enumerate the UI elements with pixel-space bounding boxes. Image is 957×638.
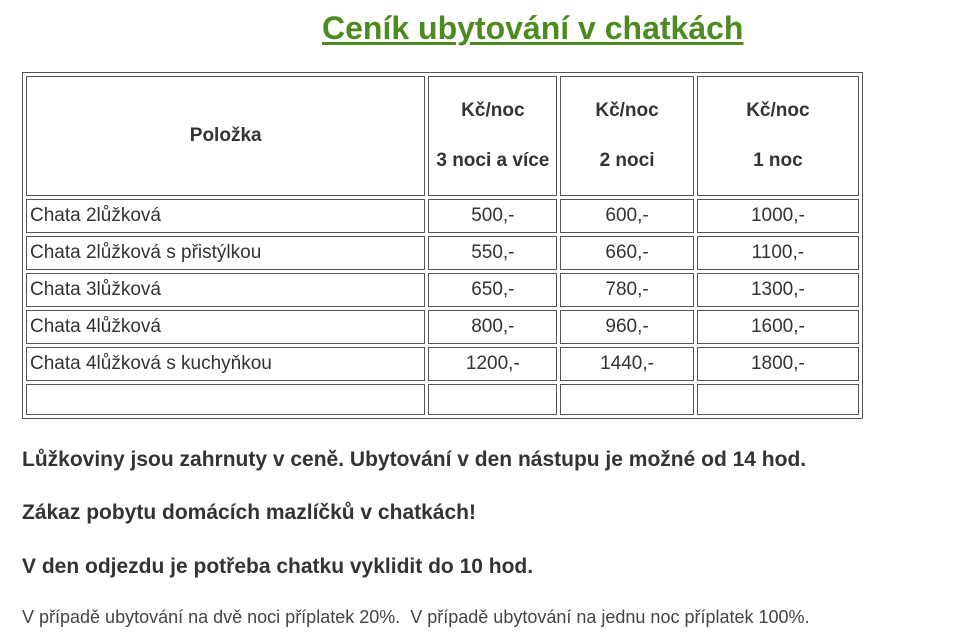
row-name: Chata 4lůžková bbox=[26, 310, 425, 344]
empty-cell bbox=[697, 384, 859, 415]
empty-cell bbox=[428, 384, 557, 415]
header-3-nights-label: 3 noci a více bbox=[436, 150, 550, 171]
price-3-nights: 1200,- bbox=[428, 347, 557, 381]
price-table bbox=[22, 72, 863, 419]
price-3-nights: 800,- bbox=[428, 310, 557, 344]
header-1-night-unit: Kč/noc bbox=[746, 100, 810, 121]
price-1-night: 1600,- bbox=[697, 310, 859, 344]
price-2-nights: 660,- bbox=[560, 236, 693, 270]
table-header-row bbox=[26, 76, 859, 196]
header-3-nights bbox=[428, 76, 557, 196]
price-1-night: 1000,- bbox=[697, 199, 859, 233]
price-3-nights: 650,- bbox=[428, 273, 557, 307]
note-surcharge: V případě ubytování na dvě noci příplatek 20%. V případě ubytování na jednu noc příplatek 100%. bbox=[22, 607, 810, 627]
row-name: Chata 2lůžková bbox=[26, 199, 425, 233]
price-3-nights: 500,- bbox=[428, 199, 557, 233]
header-1-night bbox=[697, 76, 859, 196]
price-2-nights: 1440,- bbox=[560, 347, 693, 381]
price-1-night: 1300,- bbox=[697, 273, 859, 307]
empty-cell bbox=[560, 384, 693, 415]
header-1-night-label: 1 noc bbox=[753, 150, 803, 171]
header-item bbox=[26, 76, 425, 196]
price-2-nights: 960,- bbox=[560, 310, 693, 344]
row-name: Chata 4lůžková s kuchyňkou bbox=[26, 347, 425, 381]
note-pets: Zákaz pobytu domácích mazlíčků v chatkách! bbox=[22, 501, 476, 524]
table-row bbox=[26, 236, 859, 270]
row-name: Chata 3lůžková bbox=[26, 273, 425, 307]
header-item-label: Položka bbox=[189, 125, 262, 146]
header-3-nights-unit: Kč/noc bbox=[461, 100, 525, 121]
note-bedding: Lůžkoviny jsou zahrnuty v ceně. Ubytování v den nástupu je možné od 14 hod. bbox=[22, 448, 807, 471]
price-1-night: 1100,- bbox=[697, 236, 859, 270]
header-2-nights bbox=[560, 76, 693, 196]
price-1-night: 1800,- bbox=[697, 347, 859, 381]
table-row bbox=[26, 347, 859, 381]
price-2-nights: 600,- bbox=[560, 199, 693, 233]
price-2-nights: 780,- bbox=[560, 273, 693, 307]
table-row bbox=[26, 199, 859, 233]
empty-cell bbox=[26, 384, 425, 415]
price-3-nights: 550,- bbox=[428, 236, 557, 270]
table-row-empty bbox=[26, 384, 859, 415]
table-row bbox=[26, 310, 859, 344]
header-2-nights-label: 2 noci bbox=[599, 150, 655, 171]
page-title: Ceník ubytování v chatkách bbox=[322, 10, 744, 46]
header-2-nights-unit: Kč/noc bbox=[595, 100, 659, 121]
note-checkout: V den odjezdu je potřeba chatku vyklidit do 10 hod. bbox=[22, 555, 534, 578]
table-row bbox=[26, 273, 859, 307]
row-name: Chata 2lůžková s přistýlkou bbox=[26, 236, 425, 270]
